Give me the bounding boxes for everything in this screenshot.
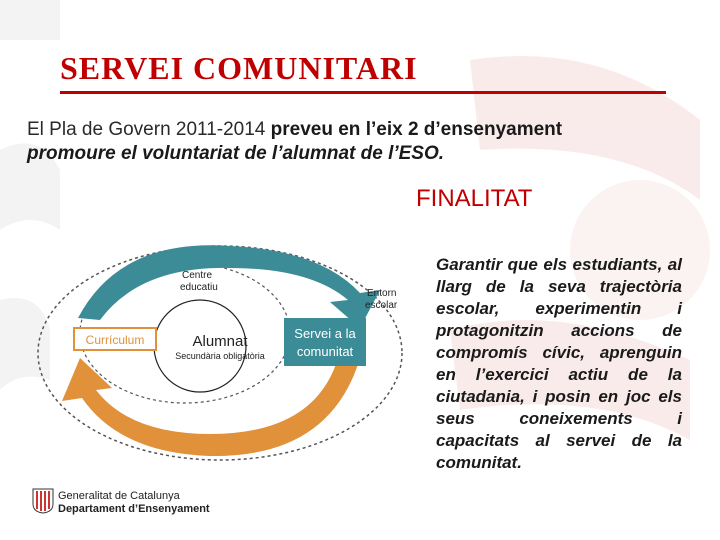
generalitat-logo-icon <box>32 488 54 514</box>
centre-educatiu-label-1: Centre <box>182 270 213 281</box>
finalitat-text: Garantir que els estudiants, al llarg de la seva trajectòria escolar, experimentin i protagonitzin accions de compromís cívic, aprenguin en l’exercici actiu de la ciutadania, i posin en joc els seus coneixements i capacitats al servei de la comunitat. <box>436 255 682 472</box>
centre-educatiu-label-2: educatiu <box>180 282 218 293</box>
entorn-escolar-label-1: Entorn <box>367 288 397 299</box>
intro-line-1 <box>27 118 687 142</box>
servei-label-2: comunitat <box>296 344 354 359</box>
cycle-diagram <box>30 238 410 468</box>
title-underline <box>60 91 666 94</box>
org-name: Generalitat de Catalunya <box>58 490 180 502</box>
servei-label-1: Servei a la <box>294 326 356 341</box>
page-title: SERVEI COMUNITARI <box>60 50 418 86</box>
intro-line-1-rest: preveu en l’eix 2 d’ensenyament <box>265 119 563 140</box>
intro-line-2: promoure el voluntariat de l’alumnat de l’ESO. <box>27 143 445 164</box>
intro-text <box>27 118 687 166</box>
alumnat-label: Alumnat <box>192 333 248 350</box>
finalitat-heading: FINALITAT <box>416 185 533 212</box>
entorn-escolar-label-2: escolar <box>365 300 398 311</box>
curriculum-label: Currículum <box>85 333 145 347</box>
alumnat-sublabel: Secundària obligatòria <box>175 351 265 361</box>
logo-text <box>58 490 210 516</box>
plan-name: El Pla de Govern 2011-2014 <box>27 119 266 140</box>
department-name: Departament d’Ensenyament <box>58 503 210 515</box>
